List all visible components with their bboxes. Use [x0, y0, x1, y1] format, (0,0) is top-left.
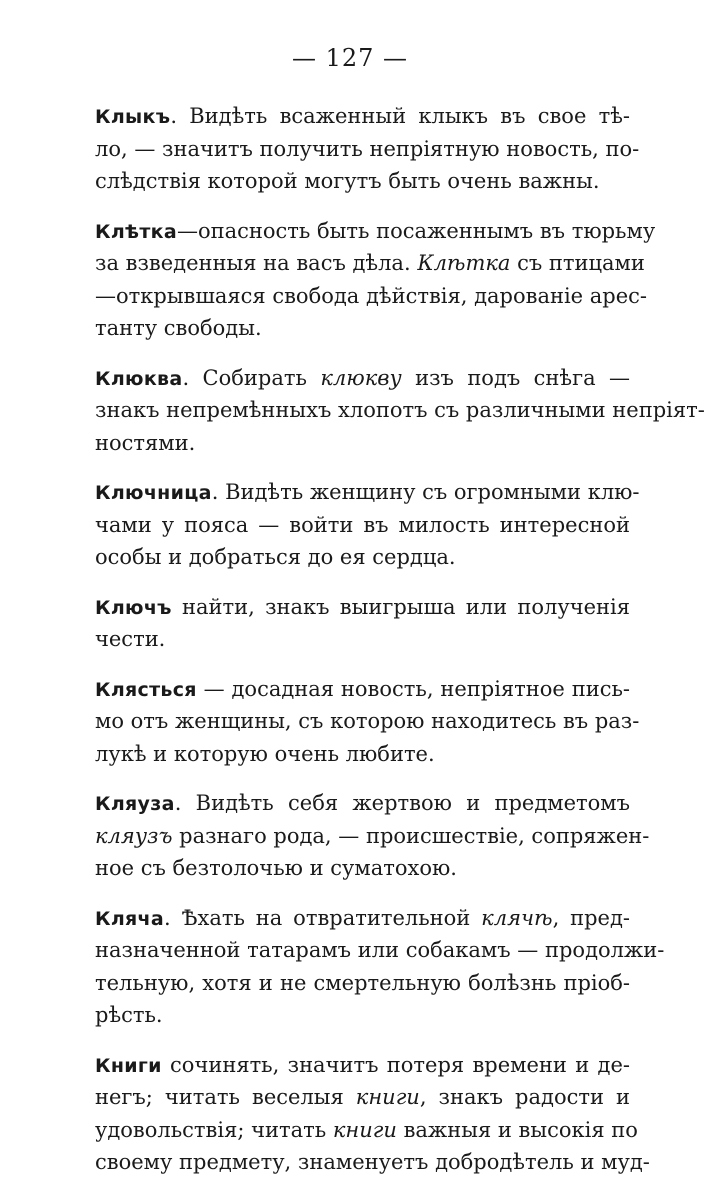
italic-term: книги: [332, 1117, 397, 1142]
entry-text: назначенной татарамъ или собакамъ — продолжи-: [95, 938, 665, 962]
text-line: [95, 852, 630, 885]
text-line: [95, 999, 630, 1032]
entry-text: рѣсть.: [95, 1003, 163, 1027]
entry-text: знакъ непремѣнныхъ хлопотъ съ различными непріят-: [95, 398, 705, 422]
text-line: [95, 476, 640, 509]
entry-text: тельную, хотя и не смертельную болѣзнь пріоб-: [95, 970, 630, 995]
dictionary-entry: [95, 362, 705, 460]
text-line: [95, 1146, 650, 1179]
entry-text: разнаго рода, — происшествіе, сопряжен-: [172, 823, 650, 848]
entry-text: важныя и высокія по: [396, 1117, 638, 1142]
text-line: [95, 820, 650, 853]
text-line: [95, 705, 640, 738]
text-line: [95, 673, 630, 706]
italic-term: клюкву: [320, 365, 402, 390]
entry-text: негъ; читать веселыя: [95, 1085, 356, 1109]
page-number: — 127 —: [291, 44, 409, 72]
dictionary-entry: [95, 1049, 650, 1179]
text-line: [95, 280, 648, 313]
entry-headword: Ключъ: [95, 596, 172, 619]
entry-headword: Книги: [95, 1054, 162, 1077]
entry-headword: Клѣтка: [95, 220, 177, 243]
entry-text: своему предмету, знаменуетъ добродѣтель и муд-: [95, 1150, 650, 1174]
entry-text: танту свободы.: [95, 316, 262, 340]
entry-text: . Видѣть женщину съ огромными клю-: [211, 480, 640, 504]
text-line: [95, 787, 630, 820]
entry-text: чести.: [95, 627, 166, 651]
dictionary-entry: [95, 215, 656, 345]
entry-text: , пред-: [552, 905, 630, 930]
entry-text: слѣдствія которой могутъ быть очень важны.: [95, 169, 600, 193]
entry-text: за взведенныя на васъ дѣла.: [95, 251, 418, 275]
dictionary-entry: [95, 476, 640, 574]
entry-text: . Видѣть всаженный клыкъ въ свое тѣ-: [170, 104, 630, 128]
entry-headword: Ключница: [95, 482, 212, 504]
dictionary-entry: [95, 902, 665, 1032]
dictionary-text: [95, 100, 705, 1196]
text-line: [95, 623, 630, 656]
entry-text: ностями.: [95, 430, 196, 455]
dictionary-entry: [95, 787, 650, 885]
entry-text: —опасность быть посаженнымъ въ тюрьму: [176, 218, 656, 243]
entry-text: . Собирать: [182, 365, 321, 390]
entry-text: —открывшаяся свобода дѣйствія, дарованіе арес-: [95, 283, 648, 308]
entry-text: особы и добраться до ея сердца.: [95, 545, 456, 569]
text-line: [95, 1049, 630, 1082]
text-line: [95, 738, 630, 771]
text-line: [95, 967, 630, 1000]
entry-text: изъ подъ снѣга —: [401, 365, 631, 390]
dictionary-entry: [95, 591, 630, 656]
text-line: [95, 427, 630, 460]
entry-headword: Кляча: [95, 907, 165, 930]
text-line: [95, 591, 630, 624]
entry-text: , знакъ радости и: [419, 1085, 630, 1109]
entry-text: удовольствія; читать: [95, 1117, 333, 1142]
italic-term: книги: [355, 1085, 420, 1109]
text-line: [95, 133, 640, 166]
text-line: [95, 165, 630, 198]
text-line: [95, 1081, 630, 1114]
entry-headword: Клыкъ: [95, 106, 171, 128]
entry-text: съ птицами: [510, 251, 645, 275]
entry-text: . Ѣхать на отвратительной: [164, 905, 482, 930]
dictionary-entry: [95, 673, 640, 771]
text-line: [95, 934, 665, 967]
italic-term: клячѣ: [481, 905, 553, 930]
entry-text: найти, знакъ выигрыша или полученія: [171, 594, 630, 619]
text-line: [95, 394, 705, 427]
entry-text: мо отъ женщины, съ которою находитесь въ раз-: [95, 709, 640, 733]
text-line: [95, 215, 656, 248]
entry-headword: Клюква: [95, 367, 183, 390]
italic-term: кляузъ: [95, 823, 173, 848]
entry-text: — досадная новость, непріятное пись-: [196, 676, 630, 701]
text-line: [95, 902, 630, 935]
text-line: [95, 1114, 638, 1147]
entry-headword: Кляуза: [95, 793, 175, 815]
italic-term: Клѣтка: [417, 251, 511, 275]
entry-text: чами у пояса — войти въ милость интересной: [95, 512, 630, 537]
text-line: [95, 312, 630, 345]
dictionary-entry: [95, 100, 640, 198]
entry-text: ло, — значитъ получить непріятную новость, по-: [95, 136, 640, 161]
text-line: [95, 362, 630, 395]
text-line: [95, 100, 630, 133]
text-line: [95, 509, 630, 542]
entry-text: сочинять, значитъ потеря времени и де-: [161, 1052, 630, 1077]
entry-text: . Видѣть себя жертвою и предметомъ: [174, 791, 630, 815]
entry-text: лукѣ и которую очень любите.: [95, 741, 435, 766]
text-line: [95, 247, 645, 280]
entry-text: ное съ безтолочью и суматохою.: [95, 856, 457, 880]
text-line: [95, 541, 630, 574]
entry-headword: Клясться: [95, 678, 197, 701]
